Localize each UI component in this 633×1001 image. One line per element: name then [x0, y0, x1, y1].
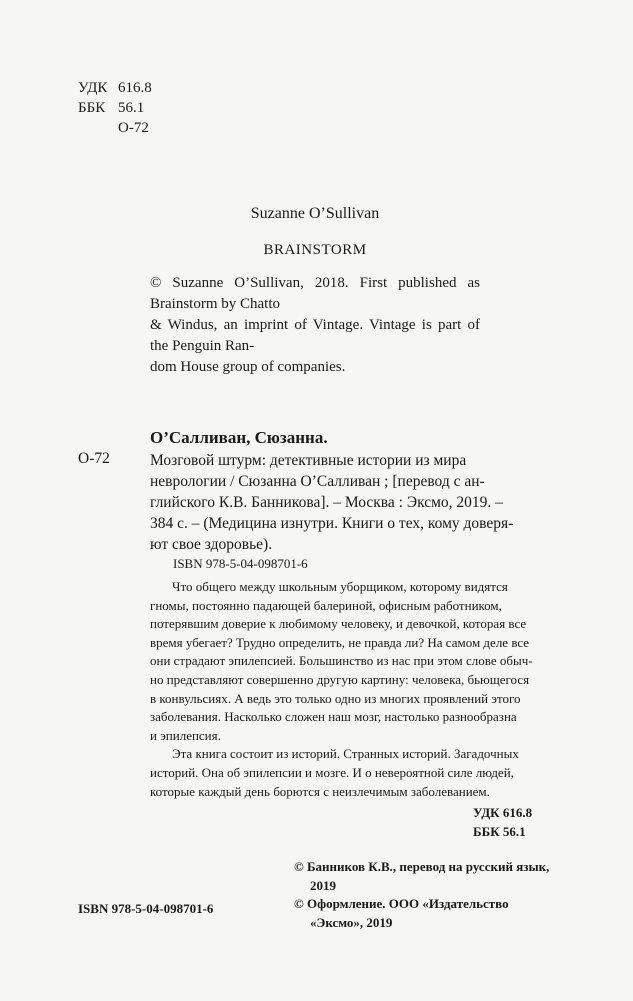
abstract-line: они страдают эпилепсией. Большинство из нас при этом слове обыч-: [150, 653, 533, 669]
catalog-description: [150, 450, 558, 555]
abstract-line: Эта книга состоит из историй. Странных историй. Загадочных: [172, 746, 519, 762]
description-line: 384 с. – (Медицина изнутри. Книги о тех, кому доверя-: [150, 515, 514, 532]
classification-block: [78, 78, 152, 138]
original-author: Suzanne O’Sullivan: [250, 205, 380, 222]
footer-copyright-line: «Эксмо», 2019: [310, 914, 393, 930]
footer-isbn: ISBN 978-5-04-098701-6: [78, 901, 214, 916]
udk-row: [78, 78, 152, 98]
abstract-line: историй. Она об эпилепсии и мозге. И о невероятной силе людей,: [150, 764, 514, 780]
footer-copyright: [294, 858, 562, 932]
abstract-line: Что общего между школьным уборщиком, которому видятся: [172, 579, 508, 594]
abstract-line: но представляют совершенно другую картину: человека, бьющегося: [150, 671, 530, 687]
copyright-line: dom House group of companies.: [150, 359, 346, 375]
catalog-mark: О-72: [78, 450, 110, 467]
copyright-line: & Windus, an imprint of Vintage. Vintage is part of the Penguin Ran-: [150, 317, 480, 354]
udk-value: 616.8: [118, 80, 152, 96]
bbk-row: [78, 98, 152, 118]
udk-label: УДК: [78, 80, 108, 96]
abstract-line: заболевания. Насколько сложен наш мозг, настолько разнообразна: [150, 709, 517, 725]
footer-copyright-line: © Оформление. ООО «Издательство: [294, 896, 509, 911]
bbk-value: 56.1: [118, 100, 145, 116]
original-copyright: [150, 273, 480, 378]
abstract-line: гномы, постоянно падающей балериной, офисным работником,: [150, 597, 502, 613]
catalog-bbk: ББК 56.1: [473, 824, 526, 839]
catalog-abstract: [150, 578, 558, 801]
author-mark-row: [78, 118, 152, 138]
description-line: неврологии / Сюзанна О’Салливан ; [перевод с ан-: [150, 473, 485, 490]
footer-copyright-line: © Банников К.В., перевод на русский язык,: [294, 859, 550, 874]
catalog-udk: УДК 616.8: [473, 805, 533, 820]
footer-copyright-line: 2019: [310, 877, 336, 893]
catalog-isbn: ISBN 978-5-04-098701-6: [173, 556, 308, 571]
description-line: глийского К.В. Банникова]. – Москва : Эксмо, 2019. –: [150, 494, 503, 511]
catalog-index: [473, 803, 532, 841]
abstract-line: в конвульсиях. А ведь это только одно из многих проявлений этого: [150, 690, 521, 706]
abstract-line: потерявшим доверие к любимому человеку, и девочкой, которая все: [150, 616, 527, 632]
catalog-heading: О’Салливан, Сюзанна.: [150, 428, 328, 447]
description-line: Мозговой штурм: детективные истории из мира: [150, 452, 467, 469]
original-title: BRAINSTORM: [263, 242, 367, 258]
description-line: ют свое здоровье).: [150, 536, 273, 553]
abstract-line: время убегает? Трудно определить, не правда ли? На самом деле все: [150, 634, 530, 650]
abstract-line: которые каждый день борются с неизлечимым заболеванием.: [150, 783, 490, 799]
author-mark: О-72: [118, 120, 149, 136]
copyright-line: © Suzanne O’Sullivan, 2018. First published as Brainstorm by Chatto: [150, 275, 480, 312]
bbk-label: ББК: [78, 100, 106, 116]
abstract-line: и эпилепсия.: [150, 727, 221, 743]
